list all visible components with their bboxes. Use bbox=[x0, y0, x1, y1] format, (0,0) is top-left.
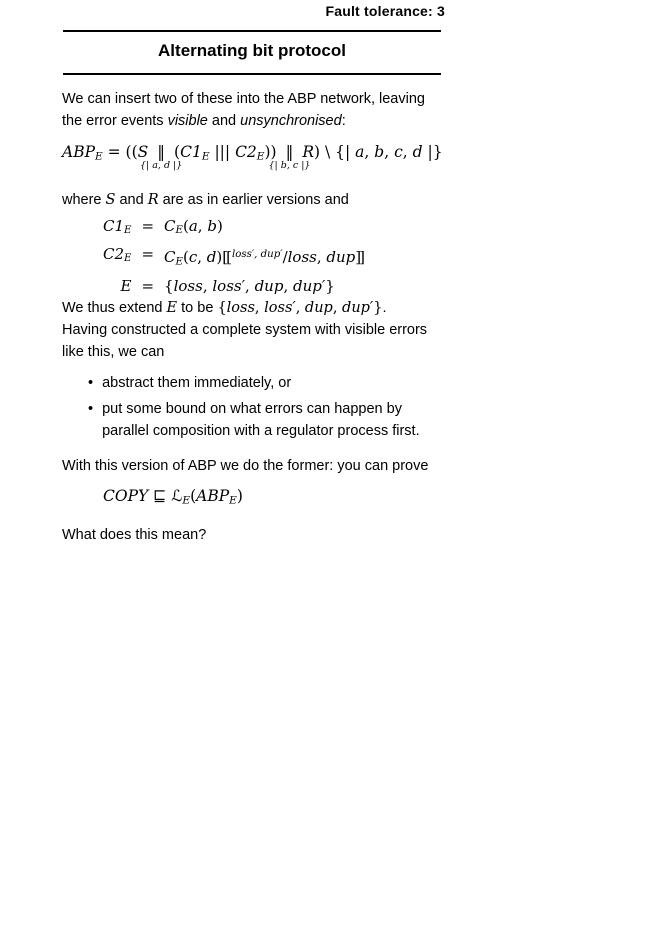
paragraph-line: the error events visible and unsynchronised: bbox=[62, 113, 346, 129]
equation-block bbox=[103, 215, 365, 298]
equation-lhs: C2E bbox=[103, 245, 132, 265]
equals-sign: = bbox=[141, 276, 155, 295]
equation-lhs: E bbox=[120, 276, 132, 295]
abp-definition-formula: ABPE = ((S ‖ {| a, d |} (C1E ||| C2E)) ‖ {| b, c |} R) \ {| a, b, c, d |} bbox=[62, 143, 443, 171]
equals-sign: = bbox=[141, 217, 155, 235]
bullet-line: parallel composition with a regulator process first. bbox=[102, 423, 420, 439]
equation-lhs: C1E bbox=[103, 217, 132, 237]
copy-refinement-formula: COPY ⊑ ℒE(ABPE) bbox=[103, 487, 243, 507]
paragraph-line: With this version of ABP we do the former: you can prove bbox=[62, 458, 429, 474]
parallel-operator-with-alphabet: ‖ {| b, c |} bbox=[268, 143, 311, 171]
bullet-marker: • bbox=[88, 375, 94, 391]
equation-rhs: {loss, loss′, dup, dup′} bbox=[164, 276, 335, 295]
title-rule bbox=[63, 73, 441, 75]
page-header-text: Fault tolerance: 3 bbox=[325, 3, 445, 19]
paragraph-line: Having constructed a complete system with visible errors bbox=[62, 322, 428, 338]
equation-rhs: CE(c, d)[[ $^{loss', dup'}$/loss, dup]] bbox=[164, 248, 364, 268]
paragraph-line: We thus extend E to be {loss, loss′, dup, dup′}. bbox=[62, 300, 387, 316]
bullet-text bbox=[102, 398, 420, 442]
parallel-operator-with-alphabet: ‖ {| a, d |} bbox=[139, 143, 183, 171]
paragraph-line: We can insert two of these into the ABP network, leaving bbox=[62, 91, 425, 107]
equals-sign: = bbox=[141, 245, 155, 264]
paragraph-line: where S and R are as in earlier versions and bbox=[62, 192, 349, 208]
top-rule bbox=[63, 30, 441, 32]
slide-title: Alternating bit protocol bbox=[158, 41, 346, 60]
paragraph-line: What does this mean? bbox=[62, 527, 207, 543]
bullet-line: put some bound on what errors can happen by bbox=[102, 401, 402, 417]
bullet-item bbox=[88, 398, 420, 442]
paragraph-line: like this, we can bbox=[62, 344, 165, 360]
bullet-line: abstract them immediately, or bbox=[102, 375, 292, 391]
equation-rhs: CE(a, b) bbox=[164, 217, 223, 237]
bullet-marker: • bbox=[88, 401, 94, 417]
bullet-item bbox=[88, 372, 291, 394]
bullet-text bbox=[102, 372, 291, 394]
